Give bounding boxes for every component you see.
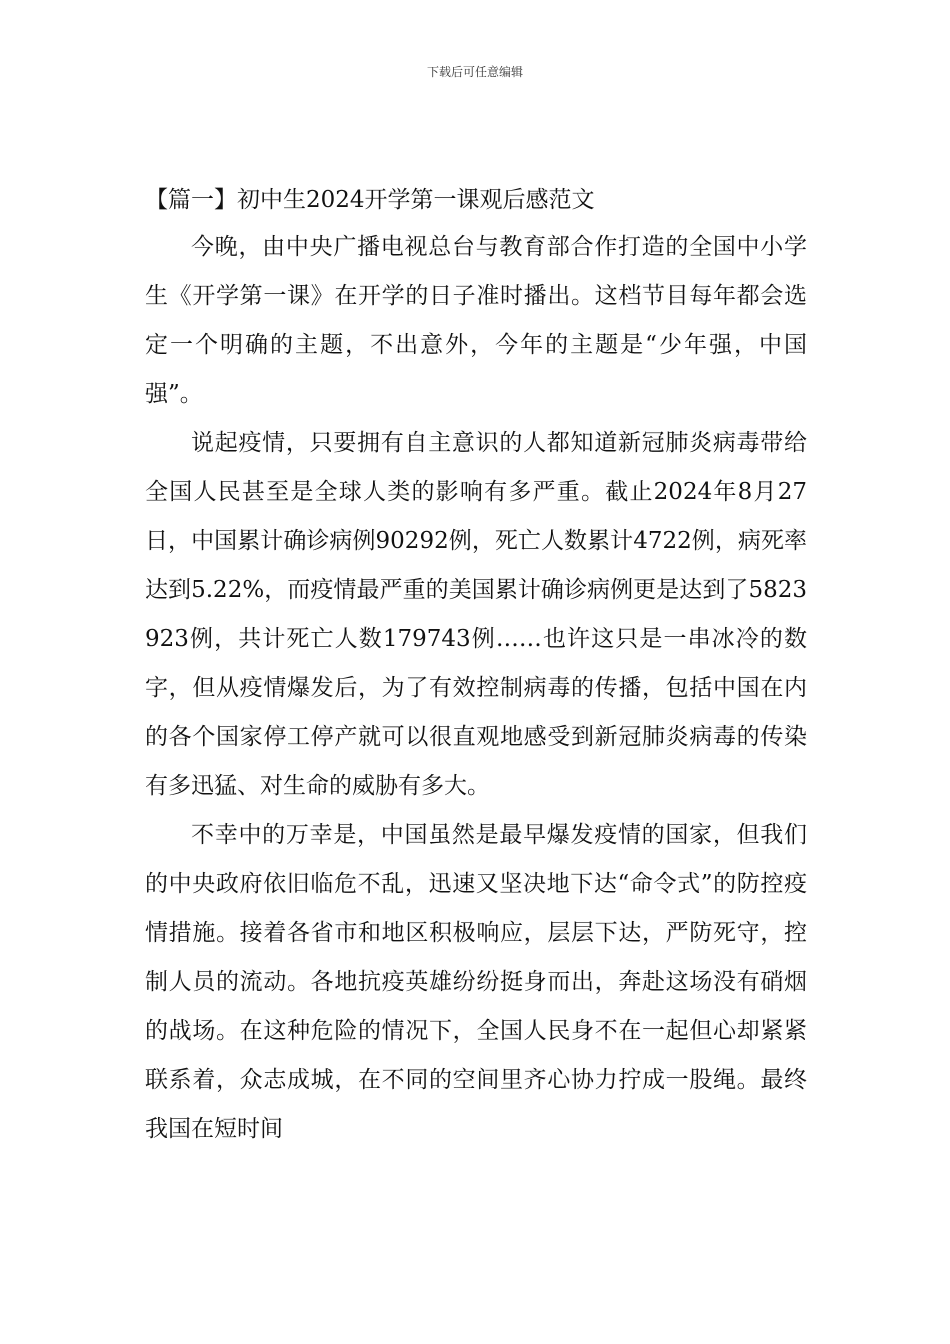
page-header: 下载后可任意编辑	[426, 65, 523, 79]
document-title: 【篇一】初中生2024开学第一课观后感范文	[145, 187, 595, 213]
paragraph-2: 说起疫情，只要拥有自主意识的人都知道新冠肺炎病毒带给全国人民甚至是全球人类的影响有多严重。截止2024年8月27日，中国累计确诊病例90292例，死亡人数累计4722例，病死率达到5.22%，而疫情最严重的美国累计确诊病例更是达到了5823923例，共计死亡人数179743例……也许这只是一串冰冷的数字，但从疫情爆发后，为了有效控制病毒的传播，包括中国在内的各个国家停工停产就可以很直观地感受到新冠肺炎病毒的传染有多迅猛、对生命的威胁有多大。	[145, 430, 807, 799]
document-body	[145, 178, 807, 1154]
paragraph-1: 今晚，由中央广播电视总台与教育部合作打造的全国中小学生《开学第一课》在开学的日子准时播出。这档节目每年都会选定一个明确的主题，不出意外，今年的主题是“少年强，中国强”。	[145, 234, 807, 407]
paragraph-3: 不幸中的万幸是，中国虽然是最早爆发疫情的国家，但我们的中央政府依旧临危不乱，迅速又坚决地下达“命令式”的防控疫情措施。接着各省市和地区积极响应，层层下达，严防死守，控制人员的流动。各地抗疫英雄纷纷挺身而出，奔赴这场没有硝烟的战场。在这种危险的情况下，全国人民身不在一起但心却紧紧联系着，众志成城，在不同的空间里齐心协力拧成一股绳。最终我国在短时间	[145, 822, 807, 1142]
